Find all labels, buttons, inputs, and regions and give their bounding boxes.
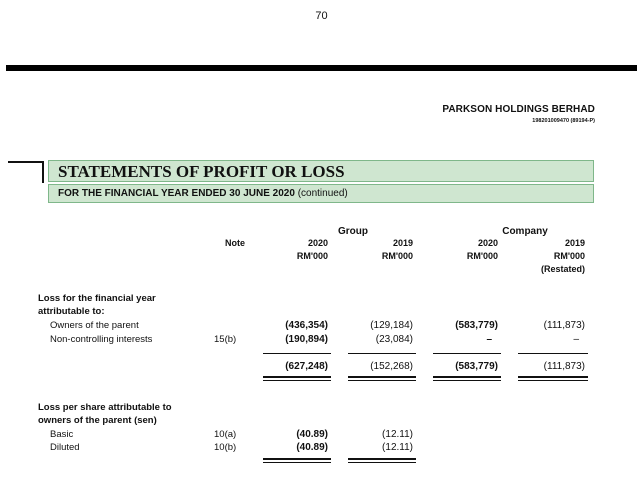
col-group-2020-year: 2020 [307, 238, 328, 248]
row-nci-group-2020: (190,894) [285, 334, 328, 345]
total-group-2019: (152,268) [370, 361, 413, 372]
row-basic-label: Basic [50, 429, 74, 440]
row-diluted-label: Diluted [50, 442, 80, 453]
row-owners-company-2019: (111,873) [543, 320, 585, 331]
total-rule-top [433, 353, 501, 354]
row-nci-company-2020: – [486, 334, 492, 345]
col-company-2019-year: 2019 [564, 238, 585, 248]
title-corner-mark-vertical [42, 161, 44, 183]
subtitle-main: FOR THE FINANCIAL YEAR ENDED 30 JUNE 2020 [58, 188, 295, 199]
eps-double-rule [348, 458, 416, 460]
subtitle-suffix: (continued) [297, 188, 348, 199]
row-basic-group-2020: (40.89) [296, 429, 328, 440]
row-nci-note: 15(b) [214, 334, 237, 345]
col-company-2020-year: 2020 [477, 238, 498, 248]
group-header: Group [338, 226, 368, 237]
total-double-rule [348, 380, 416, 381]
total-company-2019: (111,873) [543, 361, 585, 372]
total-double-rule [518, 380, 588, 381]
section2-heading-cont: owners of the parent (sen) [38, 415, 157, 426]
col-group-2019-year: 2019 [392, 238, 413, 248]
total-double-rule [433, 380, 501, 381]
statement-title: STATEMENTS OF PROFIT OR LOSS [58, 162, 345, 181]
row-nci-group-2019: (23,084) [375, 334, 413, 345]
total-double-rule [263, 376, 331, 378]
section1-heading: Loss for the financial year [38, 293, 156, 304]
total-group-2020: (627,248) [285, 361, 328, 372]
header-rule [6, 65, 637, 71]
total-company-2020: (583,779) [455, 361, 498, 372]
col-company-2019-unit: RM'000 [553, 251, 585, 261]
title-corner-mark [8, 161, 44, 163]
total-rule-top [518, 353, 588, 354]
total-rule-top [263, 353, 331, 354]
row-nci-company-2019: – [573, 334, 579, 345]
page-number: 70 [315, 10, 328, 22]
eps-double-rule [348, 462, 416, 463]
col-company-2020-unit: RM'000 [466, 251, 498, 261]
note-header: Note [225, 238, 245, 248]
row-owners-group-2019: (129,184) [370, 320, 413, 331]
row-diluted-note: 10(b) [214, 442, 237, 453]
section2-heading: Loss per share attributable to [38, 402, 172, 413]
total-rule-top [348, 353, 416, 354]
col-company-2019-restated: (Restated) [540, 264, 585, 274]
section1-heading-cont: attributable to: [38, 306, 105, 317]
row-owners-company-2020: (583,779) [455, 320, 498, 331]
row-basic-note: 10(a) [214, 429, 237, 440]
row-nci-label: Non-controlling interests [50, 334, 153, 345]
total-double-rule [433, 376, 501, 378]
company-header: Company [502, 226, 548, 237]
row-diluted-group-2019: (12.11) [382, 442, 413, 453]
row-diluted-group-2020: (40.89) [296, 442, 328, 453]
total-double-rule [348, 376, 416, 378]
row-basic-group-2019: (12.11) [382, 429, 413, 440]
eps-double-rule [263, 458, 331, 460]
total-double-rule [518, 376, 588, 378]
company-registration: 198201009470 (89194-P) [532, 118, 595, 124]
statement-subtitle [58, 188, 348, 199]
total-double-rule [263, 380, 331, 381]
row-owners-label: Owners of the parent [50, 320, 139, 331]
row-owners-group-2020: (436,354) [285, 320, 328, 331]
company-name: PARKSON HOLDINGS BERHAD [442, 104, 595, 115]
eps-double-rule [263, 462, 331, 463]
col-group-2020-unit: RM'000 [296, 251, 328, 261]
col-group-2019-unit: RM'000 [381, 251, 413, 261]
